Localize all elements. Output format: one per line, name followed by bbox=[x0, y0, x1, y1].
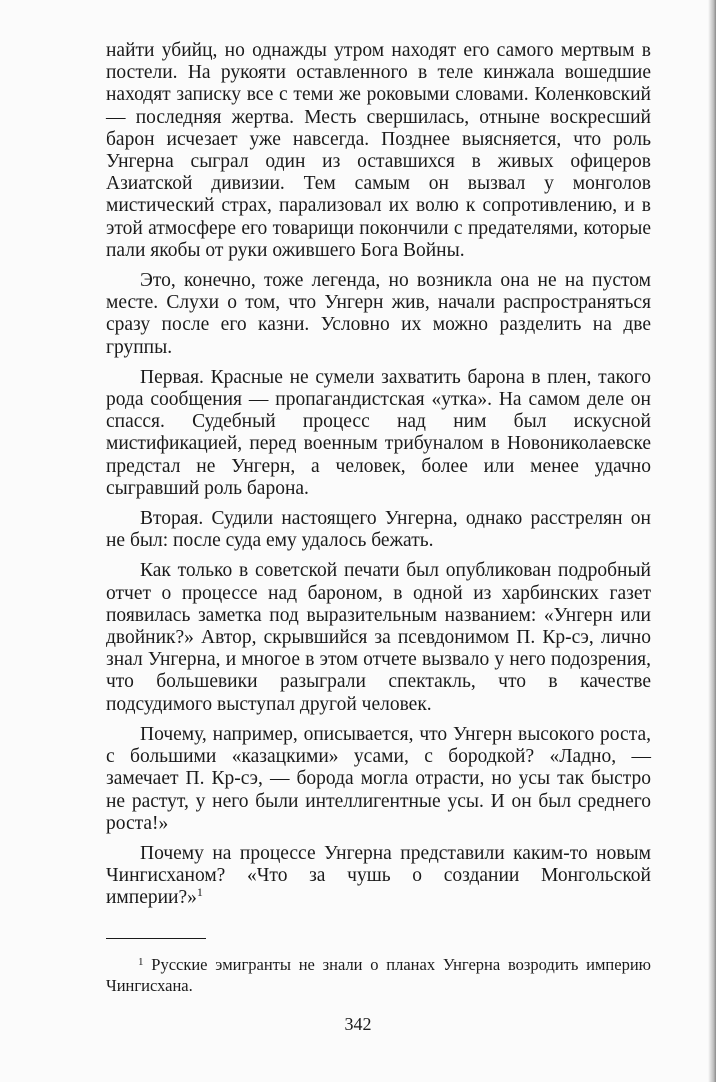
paragraph-7-text: Почему на процессе Унгерна представили каким-то новым Чингисханом? «Что за чушь о создании Монгольской империи?» bbox=[106, 842, 651, 909]
paragraph-1: найти убийц, но однажды утром находят его самого мертвым в постели. На рукояти оставленного в теле кинжала вошедшие находят записку все с теми же роковыми словами. Коленковский — последняя жертва. Месть свершилась, отныне воскресший барон исчезает уже навсегда. Позднее выясняется, что роль Унгерна сыграл один из оставшихся в живых офицеров Азиатской дивизии. Тем самым он вызвал у монголов мистический страх, парализовал их волю к сопротивлению, и в этой атмосфере его товарищи покончили с предателями, которые пали якобы от руки ожившего Бога Войны. bbox=[106, 40, 651, 261]
footnote-marker: 1 bbox=[138, 956, 144, 968]
footnote-text: Русские эмигранты не знали о планах Унгерна возродить империю Чингисхана. bbox=[106, 955, 651, 995]
paragraph-3: Первая. Красные не сумели захватить барона в плен, такого рода сообщения — пропагандистская «утка». На самом деле он спасся. Судебный процесс над ним был искусной мистификацией, перед военным трибуналом в Новониколаевске предстал не Унгерн, а человек, более или менее удачно сыгравший роль барона. bbox=[106, 366, 651, 499]
page-number: 342 bbox=[344, 1014, 372, 1034]
body-text bbox=[106, 40, 651, 910]
paragraph-2: Это, конечно, тоже легенда, но возникла она не на пустом месте. Слухи о том, что Унгерн жив, начали распространяться сразу после его казни. Условно их можно разделить на две группы. bbox=[106, 270, 651, 358]
page-edge-shadow bbox=[708, 0, 716, 1082]
footnote bbox=[106, 954, 651, 996]
paragraph-7 bbox=[106, 843, 651, 910]
paragraph-5: Как только в советской печати был опубликован подробный отчет о процессе над бароном, в одной из харбинских газет появилась заметка под выразительным названием: «Унгерн или двойник?» Автор, скрывшийся за псевдонимом П. Кр-сэ, лично знал Унгерна, и многое в этом отчете вызвало у него подозрения, что большевики разыграли спектакль, что в качестве подсудимого выступал другой человек. bbox=[106, 560, 651, 715]
footnote-divider bbox=[106, 938, 206, 939]
paragraph-6: Почему, например, описывается, что Унгерн высокого роста, с большими «казацкими» усами, с бородкой? «Ладно, — замечает П. Кр-сэ, — борода могла отрасти, но усы так быстро не растут, у него были интеллигентные усы. И он был среднего роста!» bbox=[106, 723, 651, 834]
footnote-reference: 1 bbox=[196, 885, 203, 900]
paragraph-4: Вторая. Судили настоящего Унгерна, однако расстрелян он не был: после суда ему удалось бежать. bbox=[106, 508, 651, 552]
